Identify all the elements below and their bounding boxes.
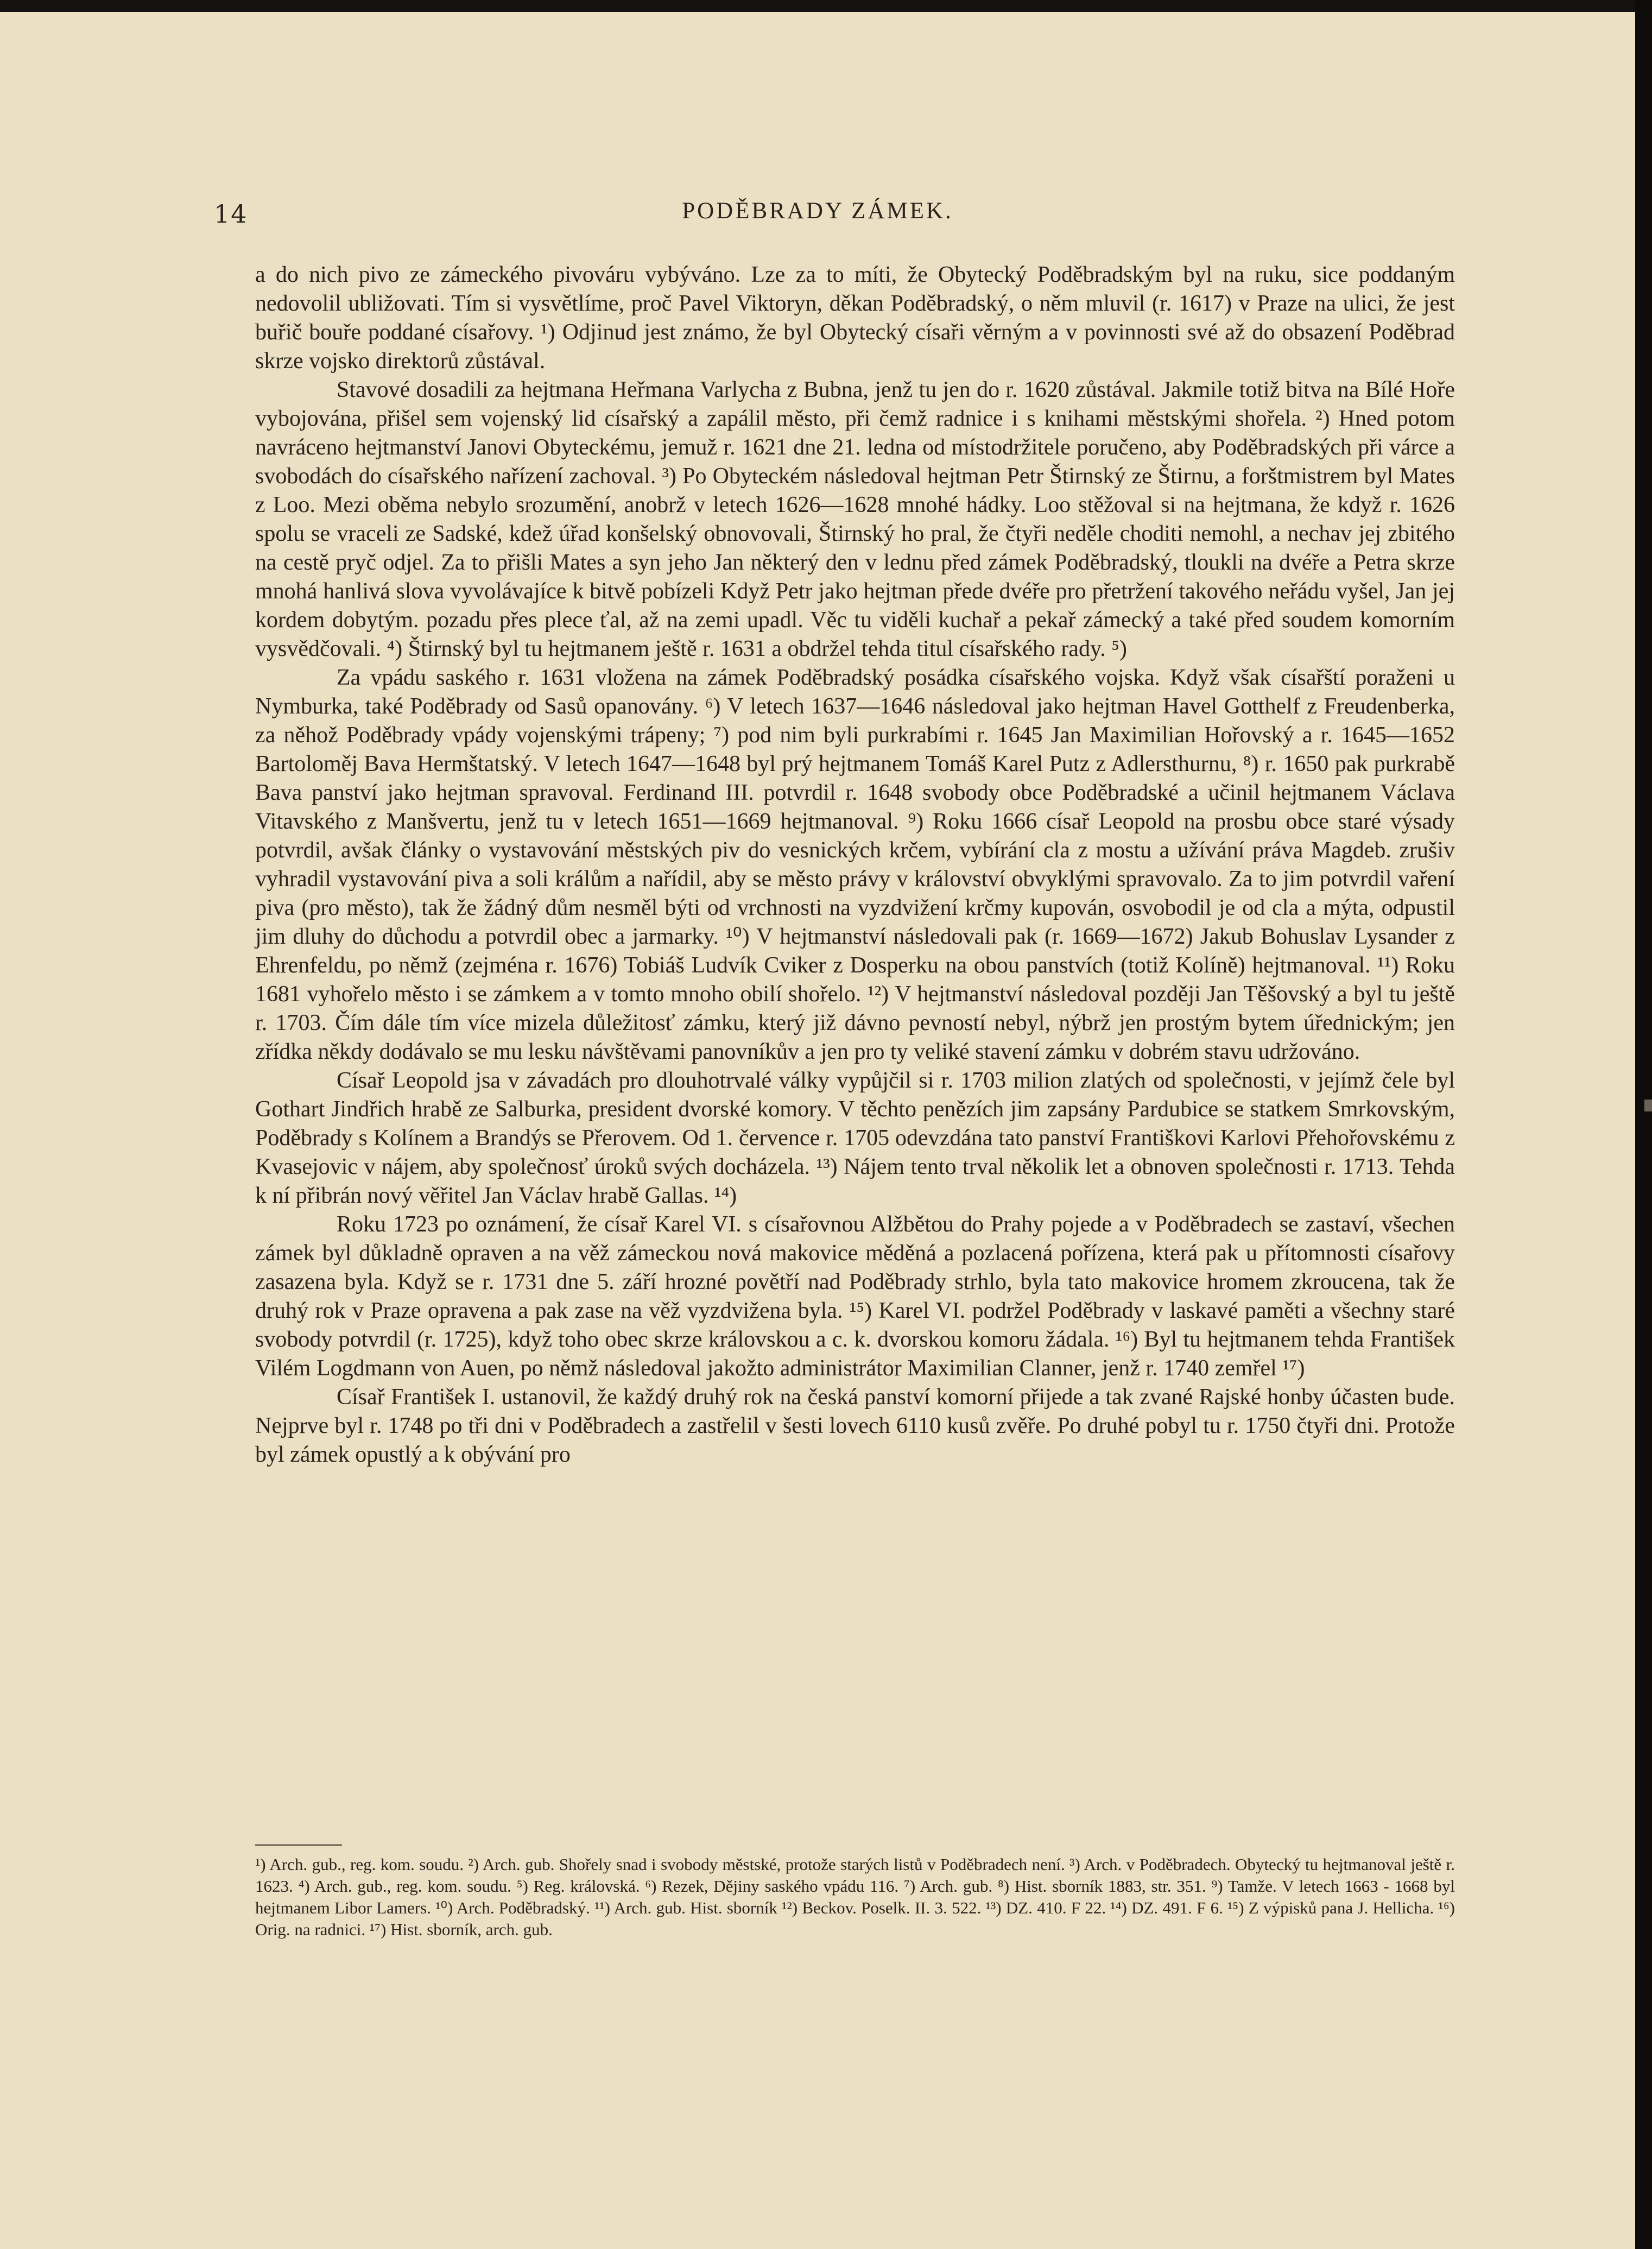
running-title: PODĚBRADY ZÁMEK.: [682, 198, 953, 224]
page-number: 14: [214, 199, 248, 229]
scan-edge-mark: [1644, 1100, 1652, 1111]
footnotes: ¹) Arch. gub., reg. kom. soudu. ²) Arch. gub. Shořely snad i svobody městské, protože starých listů v Poděbradech není. ³) Arch. v Poděbradech. Obytecký tu hejtmanoval ještě r. 1623. ⁴) Arch. gub., reg. kom. soudu. ⁵) Reg. královská. ⁶) Rezek, Dějiny saského vpádu 116. ⁷) Arch. gub. ⁸) Hist. sborník 1883, str. 351. ⁹) Tamže. V letech 1663 - 1668 byl hejtmanem Libor Lamers. ¹⁰) Arch. Poděbradský. ¹¹) Arch. gub. Hist. sborník ¹²) Beckov. Poselk. II. 3. 522. ¹³) DZ. 410. F 22. ¹⁴) DZ. 491. F 6. ¹⁵) Z výpisků pana J. Hellicha. ¹⁶) Orig. na radnici. ¹⁷) Hist. sborník, arch. gub.: [255, 1855, 1455, 1939]
book-page: [0, 12, 1635, 2249]
paragraph: Císař František I. ustanovil, že každý druhý rok na česká panství komorní přijede a tak zvané Rajské honby účasten bude. Nejprve byl r. 1748 po tři dni v Poděbradech a zastřelil v šesti lovech 6110 kusů zvěře. Po druhé pobyl tu r. 1750 čtyři dni. Protože byl zámek opustlý a k obývání pro: [255, 1385, 1455, 1467]
paragraph: Císař Leopold jsa v závadách pro dlouhotrvalé války vypůjčil si r. 1703 milion zlatých od společnosti, v jejímž čele byl Gothart Jindřich hrabě ze Salburka, president dvorské komory. V těchto penězích jim zapsány Pardubice se statkem Smrkovským, Poděbrady s Kolínem a Brandýs se Přerovem. Od 1. července r. 1705 odevzdána tato panství Františkovi Karlovi Přehořovskému z Kvasejovic v nájem, aby společnosť úroků svých docházela. ¹³) Nájem tento trval několik let a obnoven společnosti r. 1713. Tehda k ní přibrán nový věřitel Jan Václav hrabě Gallas. ¹⁴): [255, 1068, 1455, 1208]
paragraph: Roku 1723 po oznámení, že císař Karel VI. s císařovnou Alžbětou do Prahy pojede a v Poděbradech se zastaví, všechen zámek byl důkladně opraven a na věž zámeckou nová makovice měděná a pozlacená pořízena, která pak u přítomnosti císařovy zasazena byla. Když se r. 1731 dne 5. září hrozné povětří nad Poděbrady strhlo, byla tato makovice hromem zkroucena, tak že druhý rok v Praze opravena a pak zase na věž vyzdvižena byla. ¹⁵) Karel VI. podržel Poděbrady v laskavé paměti a všechny staré svobody potvrdil (r. 1725), když toho obec skrze královskou a c. k. dvorskou komoru žádala. ¹⁶) Byl tu hejtmanem tehda František Vilém Logdmann von Auen, po němž následoval jakožto administrátor Maximilian Clanner, jenž r. 1740 zemřel ¹⁷): [255, 1212, 1455, 1381]
footnote-divider: [255, 1844, 342, 1846]
body-text: [255, 261, 1455, 1469]
paragraph: Za vpádu saského r. 1631 vložena na zámek Poděbradský posádka císařského vojska. Když však císařští poraženi u Nymburka, také Poděbrady od Sasů opanovány. ⁶) V letech 1637—1646 následoval jako hejtman Havel Gotthelf z Freudenberka, za něhož Poděbrady vpády vojenskými trápeny; ⁷) pod nim byli purkrabími r. 1645 Jan Maximilian Hořovský a r. 1645—1652 Bartoloměj Bava Hermštatský. V letech 1647—1648 byl prý hejtmanem Tomáš Karel Putz z Adlersthurnu, ⁸) r. 1650 pak purkrabě Bava panství jako hejtman spravoval. Ferdinand III. potvrdil r. 1648 svobody obce Poděbradské a učinil hejtmanem Václava Vitavského z Manšvertu, jenž tu v letech 1651—1669 hejtmanoval. ⁹) Roku 1666 císař Leopold na prosbu obce staré výsady potvrdil, avšak články o vystavování městských piv do vesnických krčem, vybírání cla z mostu a užívání práva Magdeb. zrušiv vyhradil vystavování piva a soli králům a nařídil, aby se město právy v království obvyklými spravovalo. Za to jim potvrdil vaření piva (pro město), tak že žádný dům nesměl býti od vrchnosti na vyzdvižení krčmy kupován, osvobodil je od cla a mýta, odpustil jim dluhy do důchodu a potvrdil obec a jarmarky. ¹⁰) V hejtmanství následovali pak (r. 1669—1672) Jakub Bohuslav Lysander z Ehrenfeldu, po němž (zejména r. 1676) Tobiáš Ludvík Cviker z Dosperku na obou panstvích (totiž Kolíně) hejtmanoval. ¹¹) Roku 1681 vyhořelo město i se zámkem a v tomto mnoho obilí shořelo. ¹²) V hejtmanství následoval později Jan Těšovský a byl tu ještě r. 1703. Čím dále tím více mizela důležitosť zámku, který již dávno pevností nebyl, nýbrž jen prostým bytem úřednickým; jen zřídka někdy dodávalo se mu lesku návštěvami panovníkův a jen pro ty veliké stavení zámku v dobrém stavu udržováno.: [255, 665, 1455, 1064]
paragraph: a do nich pivo ze zámeckého pivováru vybýváno. Lze za to míti, že Obytecký Poděbradským byl na ruku, sice poddaným nedovolil ubližovati. Tím si vysvětlíme, proč Pavel Viktoryn, děkan Poděbradský, o něm mluvil (r. 1617) v Praze na ulici, že jest buřič bouře poddané císařovy. ¹) Odjinud jest známo, že byl Obytecký císaři věrným a v povinnosti své až do obsazení Poděbrad skrze vojsko direktorů zůstával.: [255, 262, 1455, 374]
paragraph: Stavové dosadili za hejtmana Heřmana Varlycha z Bubna, jenž tu jen do r. 1620 zůstával. Jakmile totiž bitva na Bílé Hoře vybojována, přišel sem vojenský lid císařský a zapálil město, při čemž radnice i s knihami městskými shořela. ²) Hned potom navráceno hejtmanství Janovi Obyteckému, jemuž r. 1621 dne 21. ledna od místodržitele poručeno, aby Poděbradských při várce a svobodách do císařského nařízení zachoval. ³) Po Obyteckém následoval hejtman Petr Štirnský ze Štirnu, a forštmistrem byl Mates z Loo. Mezi oběma nebylo srozumění, anobrž v letech 1626—1628 mnohé hádky. Loo stěžoval si na hejtmana, že když r. 1626 spolu se vraceli ze Sadské, kdež úřad konšelský obnovovali, Štirnský ho pral, že čtyři neděle choditi nemohl, a nechav jej zbitého na cestě pryč odjel. Za to přišli Mates a syn jeho Jan některý den v lednu před zámek Poděbradský, tloukli na dvéře a Petra skrze mnohá hanlivá slova vyvolávajíce k bitvě pobízeli Když Petr jako hejtman přede dvéře pro přetržení takového neřádu vyšel, Jan jej kordem dobytým. pozadu přes plece ťal, až na zemi upadl. Věc tu viděli kuchař a pekař zámecký a také před soudem komorním vysvědčovali. ⁴) Štirnský byl tu hejtmanem ještě r. 1631 a obdržel tehda titul císařského rady. ⁵): [255, 377, 1455, 661]
scan-edge: [1635, 0, 1652, 2249]
